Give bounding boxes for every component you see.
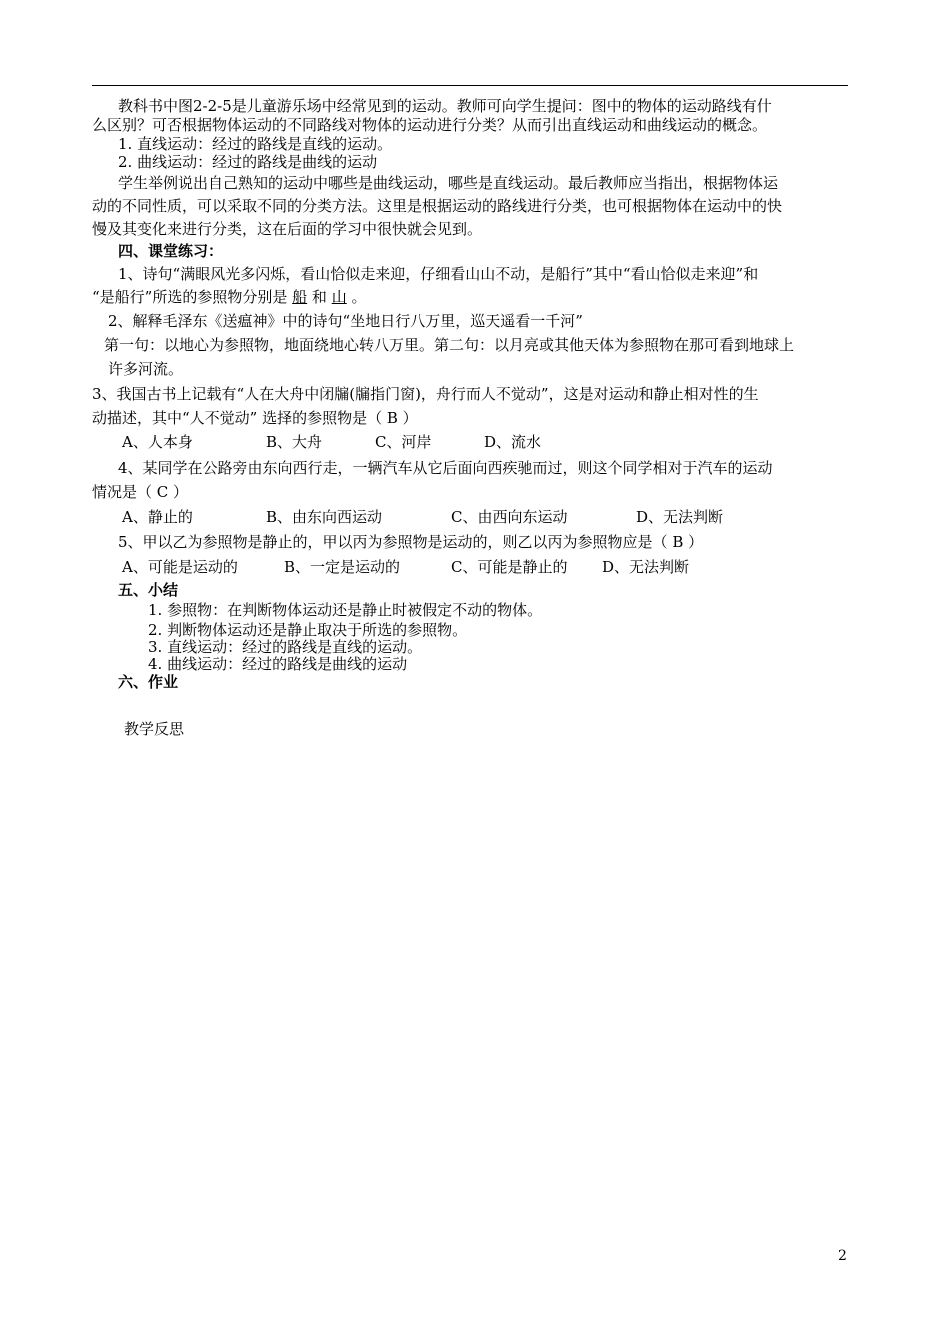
intro-para-line-1: 学生举例说出自己熟知的运动中哪些是曲线运动，哪些是直线运动。最后教师应当指出，根据物体运	[118, 174, 779, 192]
summary-item-4: 4. 曲线运动：经过的路线是曲线的运动	[148, 655, 408, 673]
question-3-option-a: A、人本身	[122, 433, 193, 451]
summary-item-3: 3. 直线运动：经过的路线是直线的运动。	[148, 638, 423, 656]
question-4-line-1: 4、某同学在公路旁由东向西行走，一辆汽车从它后面向西疾驰而过，则这个同学相对于汽车的运动	[118, 459, 773, 477]
question-1-end: 。	[351, 288, 367, 306]
question-5-option-a: A、可能是运动的	[122, 558, 238, 576]
question-1-prefix: “是船行”所选的参照物分别是	[92, 288, 288, 306]
intro-para-line-3: 慢及其变化来进行分类，这在后面的学习中很快就会见到。	[92, 220, 483, 238]
intro-para-line-2: 动的不同性质，可以采取不同的分类方法。这里是根据运动的路线进行分类，也可根据物体在运动中的快	[92, 197, 783, 215]
question-5-option-c: C、可能是静止的	[451, 558, 568, 576]
intro-line-2: 么区别？可否根据物体运动的不同路线对物体的运动进行分类？从而引出直线运动和曲线运动的概念。	[92, 116, 768, 134]
summary-item-1: 1. 参照物：在判断物体运动还是静止时被假定不动的物体。	[148, 601, 543, 619]
question-5: 5、甲以乙为参照物是静止的，甲以丙为参照物是运动的，则乙以丙为参照物应是（ B ）	[118, 533, 704, 551]
practice-heading: 四、课堂练习：	[118, 242, 224, 260]
question-4-option-c: C、由西向东运动	[451, 508, 568, 526]
question-3-line-2: 动描述，其中“人不觉动” 选择的参照物是（ B ）	[92, 409, 418, 427]
question-2-answer-line-1: 第一句：以地心为参照物，地面绕地心转八万里。第二句：以月亮或其他天体为参照物在那可看到地球上	[104, 336, 795, 354]
question-1-line-2	[92, 288, 367, 306]
definition-straight: 1. 直线运动：经过的路线是直线的运动。	[118, 135, 393, 153]
question-2-answer-line-2: 许多河流。	[108, 360, 184, 378]
question-1-connector: 和	[311, 288, 327, 306]
reflection-label: 教学反思	[124, 720, 185, 738]
question-1-answer-2: 山	[331, 288, 347, 306]
question-3-option-c: C、河岸	[375, 433, 432, 451]
question-4-option-b: B、由东向西运动	[266, 508, 383, 526]
summary-heading: 五、小结	[118, 581, 179, 599]
header-rule	[92, 85, 848, 86]
question-5-option-b: B、一定是运动的	[284, 558, 401, 576]
question-1-line-1: 1、诗句“满眼风光多闪烁，看山恰似走来迎，仔细看山山不动，是船行”其中“看山恰似走来迎”和	[118, 265, 759, 283]
question-4-line-2: 情况是（ C ）	[92, 483, 189, 501]
question-3-line-1: 3、我国古书上记载有“人在大舟中闭牖(牖指门窗)，舟行而人不觉动”，这是对运动和静止相对性的生	[92, 385, 759, 403]
question-3-option-d: D、流水	[484, 433, 542, 451]
homework-heading: 六、作业	[118, 673, 179, 691]
page-number: 2	[838, 1248, 847, 1264]
question-1-answer-1: 船	[292, 288, 308, 306]
question-5-option-d: D、无法判断	[602, 558, 690, 576]
definition-curve: 2. 曲线运动：经过的路线是曲线的运动	[118, 153, 378, 171]
question-4-option-d: D、无法判断	[636, 508, 724, 526]
summary-item-2: 2. 判断物体运动还是静止取决于所选的参照物。	[148, 621, 468, 639]
intro-line-1: 教科书中图2-2-5是儿童游乐场中经常见到的运动。教师可向学生提问：图中的物体的运动路线有什	[118, 97, 772, 115]
question-4-option-a: A、静止的	[122, 508, 193, 526]
question-3-option-b: B、大舟	[266, 433, 323, 451]
question-2: 2、解释毛泽东《送瘟神》中的诗句“坐地日行八万里，巡天遥看一千河”	[108, 312, 583, 330]
